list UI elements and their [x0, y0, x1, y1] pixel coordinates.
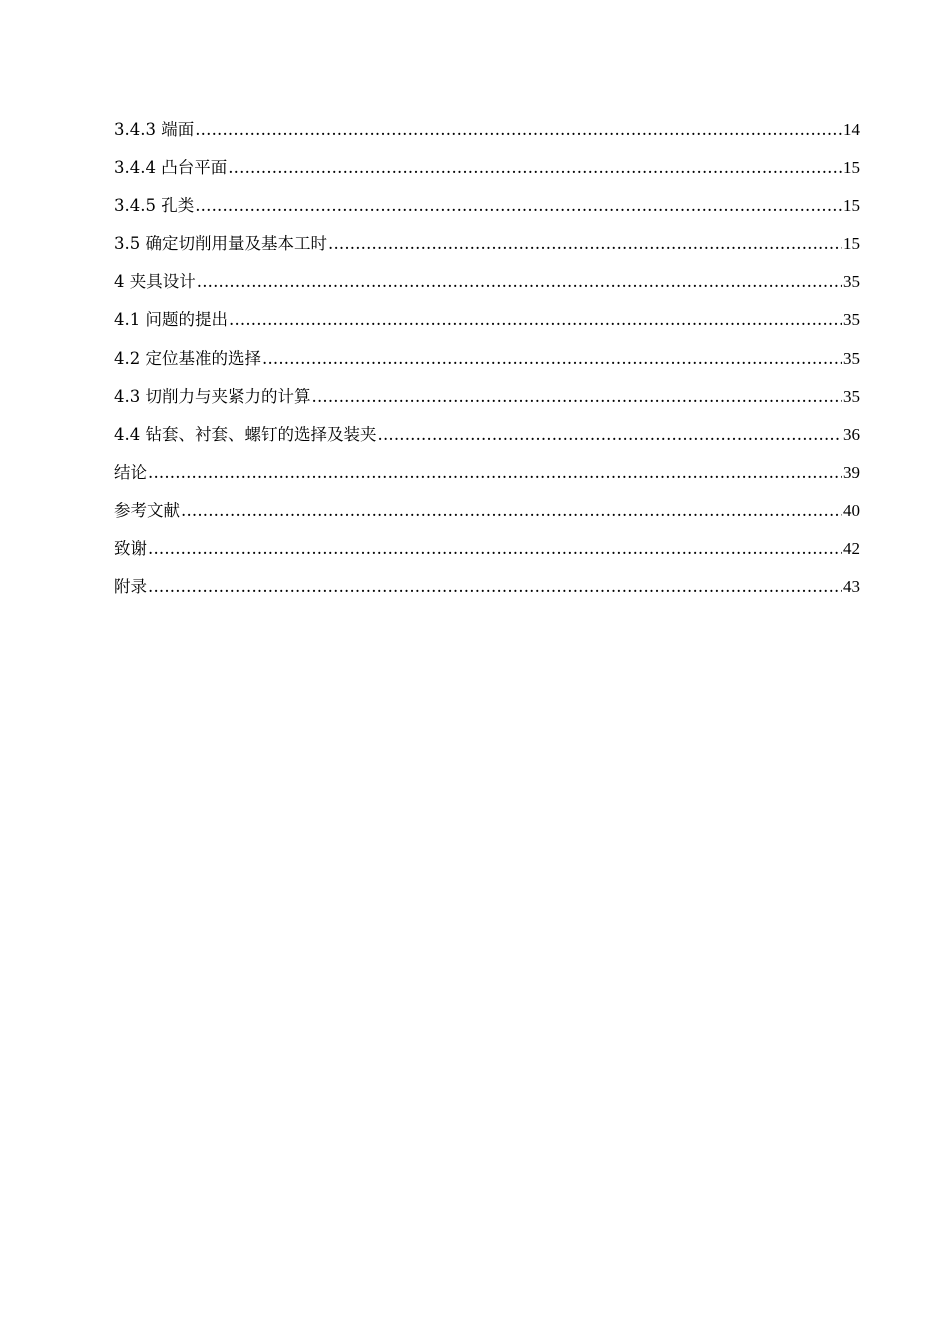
toc-entry-title: 3.4.5 孔类 [114, 196, 195, 216]
toc-entry[interactable] [114, 306, 860, 344]
toc-entry-title: 4.1 问题的提出 [114, 310, 228, 330]
toc-entry[interactable] [114, 421, 860, 459]
toc-entry[interactable] [114, 535, 860, 573]
toc-dot-leader [195, 196, 842, 215]
toc-entry-page: 15 [843, 158, 860, 178]
toc-entry[interactable] [114, 116, 860, 154]
toc-entry-page: 42 [843, 539, 860, 559]
toc-dot-leader [378, 425, 843, 444]
toc-entry-page: 14 [843, 120, 860, 139]
toc-entry-title: 结论 [114, 462, 147, 482]
toc-dot-leader [228, 158, 842, 177]
toc-entry-title: 4.4 钻套、衬套、螺钉的选择及装夹 [114, 424, 377, 444]
toc-entry[interactable] [114, 192, 860, 230]
toc-entry-page: 35 [843, 348, 860, 368]
toc-entry[interactable] [114, 497, 860, 535]
toc-entry-title: 致谢 [114, 539, 147, 559]
toc-entry-page: 36 [843, 424, 860, 444]
toc-dot-leader [312, 387, 843, 406]
toc-entry-title: 4.2 定位基准的选择 [114, 348, 261, 368]
toc-entry-title: 附录 [114, 577, 147, 597]
toc-entry-page: 15 [843, 196, 860, 216]
toc-entry[interactable] [114, 268, 860, 306]
toc-dot-leader [197, 272, 842, 291]
table-of-contents [114, 116, 860, 611]
toc-entry-page: 39 [843, 462, 860, 482]
toc-entry-title: 3.4.3 端面 [114, 120, 195, 139]
toc-entry-page: 15 [843, 234, 860, 254]
toc-dot-leader [148, 463, 842, 482]
toc-dot-leader [328, 234, 842, 253]
toc-entry[interactable] [114, 573, 860, 611]
toc-dot-leader [181, 501, 842, 520]
toc-dot-leader [229, 310, 842, 329]
toc-entry[interactable] [114, 230, 860, 268]
toc-entry-page: 35 [843, 310, 860, 330]
toc-entry-title: 参考文献 [114, 500, 180, 520]
toc-entry[interactable] [114, 154, 860, 192]
toc-dot-leader [262, 349, 842, 368]
toc-entry-page: 35 [843, 386, 860, 406]
toc-entry[interactable] [114, 345, 860, 383]
toc-entry-page: 40 [843, 500, 860, 520]
toc-dot-leader [148, 539, 842, 558]
toc-entry-title: 3.4.4 凸台平面 [114, 158, 228, 178]
toc-entry-title: 3.5 确定切削用量及基本工时 [114, 234, 327, 254]
toc-dot-leader [195, 120, 842, 139]
toc-entry-page: 43 [843, 577, 860, 597]
toc-entry-title: 4 夹具设计 [114, 272, 196, 292]
toc-entry-title: 4.3 切削力与夹紧力的计算 [114, 386, 311, 406]
toc-dot-leader [148, 577, 842, 596]
toc-entry-page: 35 [843, 272, 860, 292]
toc-entry[interactable] [114, 383, 860, 421]
toc-entry[interactable] [114, 459, 860, 497]
